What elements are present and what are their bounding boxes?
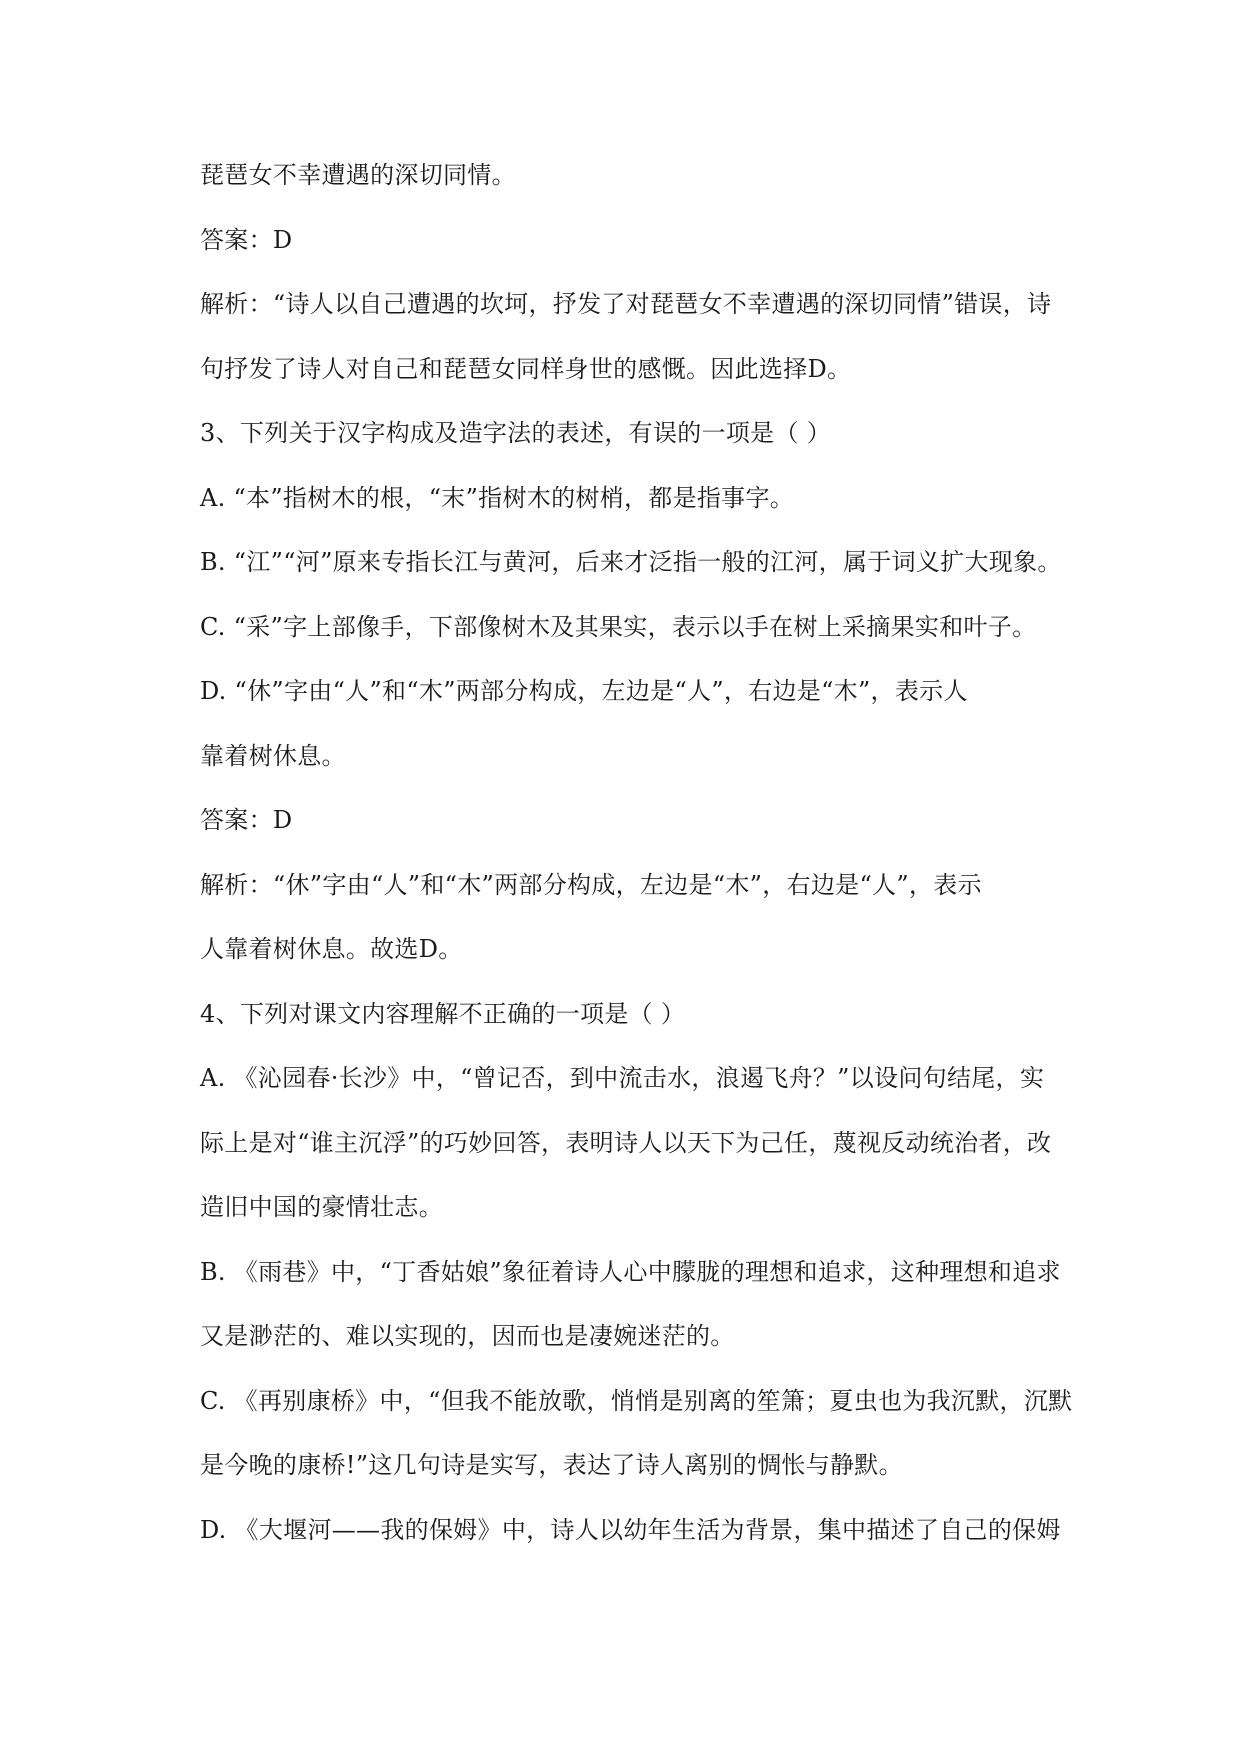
- text-line: 是今晚的康桥!”这几句诗是实写，表达了诗人离别的惆怅与静默。: [200, 1451, 903, 1479]
- option-b: B. “江”“河”原来专指长江与黄河，后来才泛指一般的江河，属于词义扩大现象。: [200, 548, 1062, 576]
- option-a: A. 《沁园春·长沙》中，“曾记否，到中流击水，浪遏飞舟？”以设问句结尾，实: [200, 1064, 1045, 1092]
- question-4: 4、下列对课文内容理解不正确的一项是（ ）: [200, 999, 686, 1028]
- analysis-line: 解析：“诗人以自己遭遇的坎坷，抒发了对琵琶女不幸遭遇的深切同情”错误，诗: [200, 290, 1052, 318]
- option-d: D. 《大堰河——我的保姆》中，诗人以幼年生活为背景，集中描述了自己的保姆: [200, 1515, 1061, 1544]
- text-line: 琵琶女不幸遭遇的深切同情。: [200, 161, 516, 189]
- text-line: 又是渺茫的、难以实现的，因而也是凄婉迷茫的。: [200, 1322, 735, 1350]
- answer-line: 答案：D: [200, 806, 293, 834]
- option-c: C. 《再别康桥》中，“但我不能放歌，悄悄是别离的笙箫；夏虫也为我沉默，沉默: [200, 1386, 1073, 1415]
- text-line: 造旧中国的豪情壮志。: [200, 1193, 443, 1221]
- answer-line: 答案：D: [200, 225, 293, 254]
- option-d: D. “休”字由“人”和“木”两部分构成，左边是“人”，右边是“木”，表示人: [200, 677, 968, 705]
- text-line: 人靠着树休息。故选D。: [200, 935, 463, 963]
- option-c: C. “采”字上部像手，下部像树木及其果实，表示以手在树上采摘果实和叶子。: [200, 612, 1037, 641]
- document-body: [200, 143, 1080, 1562]
- text-line: 际上是对“谁主沉浮”的巧妙回答，表明诗人以天下为己任，蔑视反动统治者，改: [200, 1128, 1052, 1157]
- question-3: 3、下列关于汉字构成及造字法的表述，有误的一项是（ ）: [200, 419, 831, 447]
- analysis-line: 解析：“休”字由“人”和“木”两部分构成，左边是“木”，右边是“人”，表示: [200, 870, 982, 899]
- option-a: A. “本”指树木的根，“末”指树木的树梢，都是指事字。: [200, 483, 795, 512]
- option-b: B. 《雨巷》中，“丁香姑娘”象征着诗人心中朦胧的理想和追求，这种理想和追求: [200, 1257, 1061, 1286]
- text-line: 句抒发了诗人对自己和琵琶女同样身世的感慨。因此选择D。: [200, 354, 852, 383]
- text-line: 靠着树休息。: [200, 741, 346, 770]
